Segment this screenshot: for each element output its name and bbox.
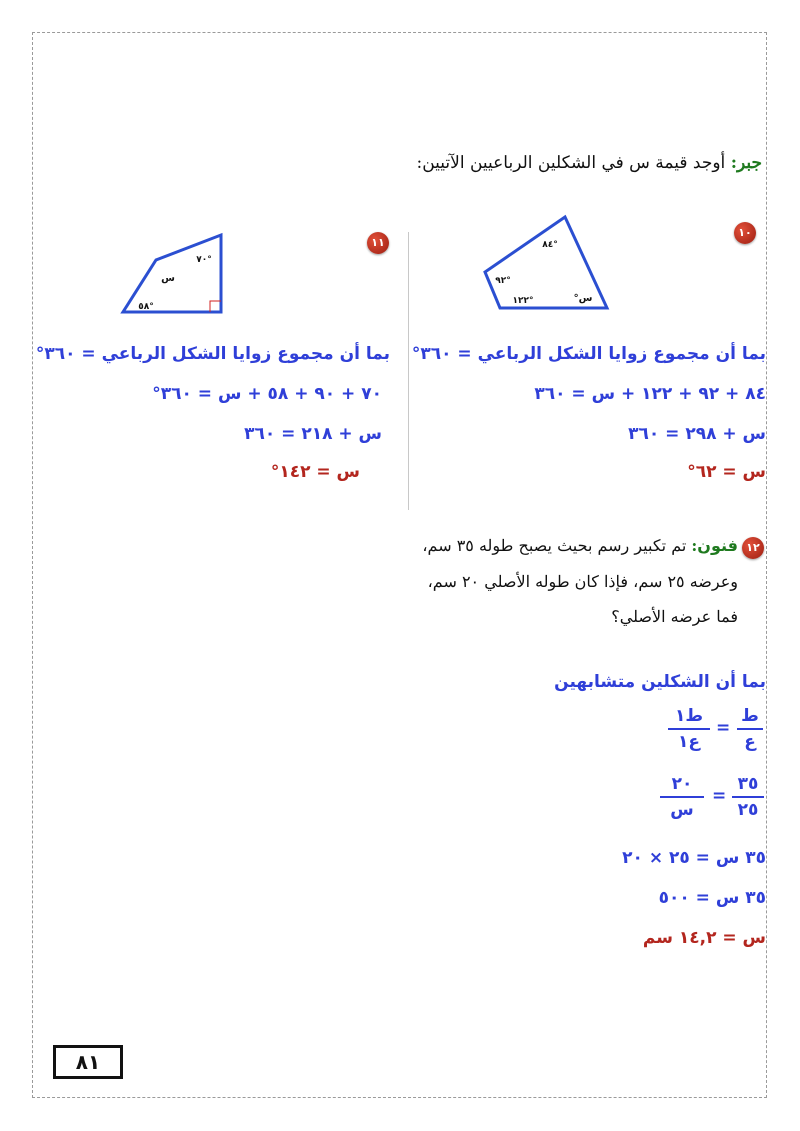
heading-text: أوجد قيمة س في الشكلين الرباعيين الآتيين: bbox=[416, 153, 731, 173]
problem-11-badge: ١١ bbox=[367, 232, 389, 254]
p11-line-1: بما أن مجموع زوايا الشكل الرباعي = ٣٦٠° bbox=[35, 344, 390, 364]
fraction-1-right bbox=[737, 706, 763, 752]
p12-text-1: تم تكبير رسم بحيث يصبح طوله ٣٥ سم، bbox=[422, 536, 692, 555]
p10-answer: س = ٦٢° bbox=[687, 462, 766, 482]
problem-10-badge: ١٠ bbox=[734, 222, 756, 244]
fraction-1-left-den: ع١ bbox=[677, 732, 700, 752]
angle-10-a4: س° bbox=[573, 293, 593, 304]
angle-10-a3: °١٢٢ bbox=[512, 296, 534, 306]
p12-text-line-1 bbox=[422, 536, 738, 555]
fraction-2-left bbox=[660, 774, 704, 820]
p12-step-2: ٣٥ س = ٥٠٠ bbox=[658, 888, 766, 908]
p10-line-2: ٨٤ + ٩٢ + ١٢٢ + س = ٣٦٠ bbox=[534, 384, 766, 404]
fraction-2-equals: = bbox=[712, 786, 727, 806]
fraction-1-right-bar bbox=[737, 728, 763, 730]
p12-sep: : bbox=[691, 536, 698, 555]
p12-solution-intro: بما أن الشكلين متشابهين bbox=[554, 672, 766, 692]
p11-line-2: ٧٠ + ٩٠ + ٥٨ + س = ٣٦٠° bbox=[152, 384, 382, 404]
page-number: ٨١ bbox=[53, 1045, 123, 1079]
column-divider bbox=[408, 232, 409, 510]
fraction-1-equals: = bbox=[716, 718, 731, 738]
angle-11-a2: س bbox=[161, 273, 175, 284]
section-heading bbox=[416, 153, 762, 173]
fraction-1-left bbox=[668, 706, 710, 752]
fraction-1-left-bar bbox=[668, 728, 710, 730]
problem-12-badge: ١٢ bbox=[742, 537, 764, 559]
fraction-2-left-bar bbox=[660, 796, 704, 798]
p12-step-1: ٣٥ س = ٢٥ × ٢٠ bbox=[622, 848, 766, 868]
fraction-2-right-num: ٣٥ bbox=[737, 774, 759, 794]
fraction-2-right-den: ٢٥ bbox=[737, 800, 759, 820]
p12-text-line-3: فما عرضه الأصلي؟ bbox=[611, 607, 738, 626]
p11-line-3: س + ٢١٨ = ٣٦٠ bbox=[244, 424, 382, 444]
fraction-1-left-num: ط١ bbox=[674, 706, 704, 726]
p10-line-3: س + ٢٩٨ = ٣٦٠ bbox=[628, 424, 766, 444]
angle-10-a1: °٨٤ bbox=[542, 240, 558, 250]
angle-11-a3: °٥٨ bbox=[138, 302, 154, 312]
heading-sep: : bbox=[730, 153, 737, 173]
quadrilateral-10-figure bbox=[470, 212, 615, 317]
fraction-2-right-bar bbox=[732, 796, 764, 798]
fraction-1-right-den: ع bbox=[744, 732, 756, 752]
p11-answer: س = ١٤٢° bbox=[270, 462, 360, 482]
p10-line-1: بما أن مجموع زوايا الشكل الرباعي = ٣٦٠° bbox=[411, 344, 766, 364]
right-angle-marker bbox=[210, 301, 221, 312]
p12-text-line-2: وعرضه ٢٥ سم، فإذا كان طوله الأصلي ٢٠ سم، bbox=[427, 572, 738, 591]
p12-label: فنون bbox=[697, 536, 738, 555]
fraction-1-right-num: ط bbox=[741, 706, 759, 726]
fraction-2-left-num: ٢٠ bbox=[671, 774, 693, 794]
p12-answer: س = ١٤,٢ سم bbox=[642, 928, 766, 948]
angle-10-a2: °٩٢ bbox=[495, 276, 511, 286]
fraction-2-left-den: س bbox=[670, 800, 694, 820]
fraction-2-right bbox=[732, 774, 764, 820]
angle-11-a1: °٧٠ bbox=[196, 255, 212, 265]
heading-label: جبر bbox=[736, 153, 762, 173]
quadrilateral-11-figure bbox=[118, 230, 230, 318]
